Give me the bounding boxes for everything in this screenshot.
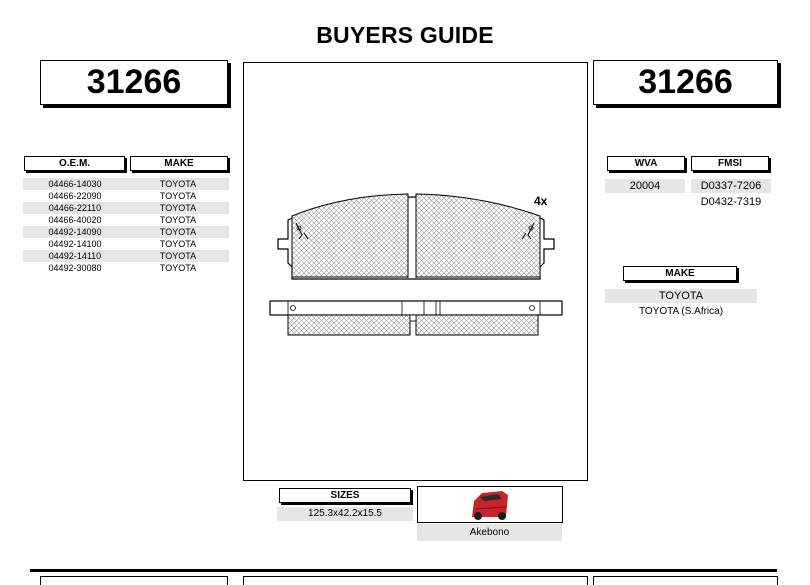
next-part-box bbox=[593, 576, 778, 585]
brake-pad-diagram bbox=[243, 62, 588, 481]
oem-cell: 04492-14100 bbox=[48, 239, 102, 249]
make-cell: TOYOTA bbox=[159, 251, 197, 261]
table-row bbox=[23, 238, 229, 250]
oem-cell: 04466-14030 bbox=[48, 179, 102, 189]
brake-pad-drawing bbox=[244, 63, 587, 480]
oem-cell: 04492-14110 bbox=[48, 251, 102, 261]
table-row bbox=[23, 262, 229, 274]
make-cell: TOYOTA bbox=[159, 227, 197, 237]
make-cell: TOYOTA bbox=[159, 215, 197, 225]
make-cell: TOYOTA bbox=[159, 179, 197, 189]
make-value: TOYOTA bbox=[605, 289, 757, 303]
page-title: BUYERS GUIDE bbox=[316, 22, 494, 48]
make-cell: TOYOTA bbox=[159, 263, 197, 273]
page-divider bbox=[30, 569, 777, 572]
wva-header: WVA bbox=[607, 156, 685, 171]
table-row bbox=[23, 250, 229, 262]
wva-value: 20004 bbox=[605, 179, 685, 193]
sizes-value: 125.3x42.2x15.5 bbox=[277, 507, 413, 521]
car-photo-icon bbox=[418, 487, 562, 522]
oem-cell: 04466-22090 bbox=[48, 191, 102, 201]
oem-table bbox=[23, 178, 229, 274]
table-row bbox=[23, 178, 229, 190]
make-column-header: MAKE bbox=[130, 156, 228, 171]
oem-cell: 04492-30080 bbox=[48, 263, 102, 273]
oem-cell: 04466-22110 bbox=[48, 203, 102, 213]
next-part-box bbox=[40, 576, 228, 585]
oem-cell: 04466-40020 bbox=[48, 215, 102, 225]
fmsi-value: D0337-7206 bbox=[691, 179, 771, 193]
make-cell: TOYOTA bbox=[159, 203, 197, 213]
make-cell: TOYOTA bbox=[159, 239, 197, 249]
brand-name: Akebono bbox=[417, 524, 562, 541]
make-cell: TOYOTA bbox=[159, 191, 197, 201]
part-number-left: 31266 bbox=[40, 60, 228, 105]
make-value: TOYOTA (S.Africa) bbox=[638, 306, 724, 317]
car-photo bbox=[417, 486, 563, 523]
quantity-label: 4x bbox=[534, 194, 548, 208]
fmsi-value: D0432-7319 bbox=[700, 196, 762, 208]
next-diagram-box bbox=[243, 576, 588, 585]
fmsi-header: FMSI bbox=[691, 156, 769, 171]
oem-cell: 04492-14090 bbox=[48, 227, 102, 237]
make-header: MAKE bbox=[623, 266, 737, 281]
part-number-right: 31266 bbox=[593, 60, 778, 105]
table-row bbox=[23, 190, 229, 202]
table-row bbox=[23, 214, 229, 226]
table-row bbox=[23, 226, 229, 238]
table-row bbox=[23, 202, 229, 214]
oem-column-header: O.E.M. bbox=[24, 156, 125, 171]
sizes-header: SIZES bbox=[279, 488, 411, 503]
